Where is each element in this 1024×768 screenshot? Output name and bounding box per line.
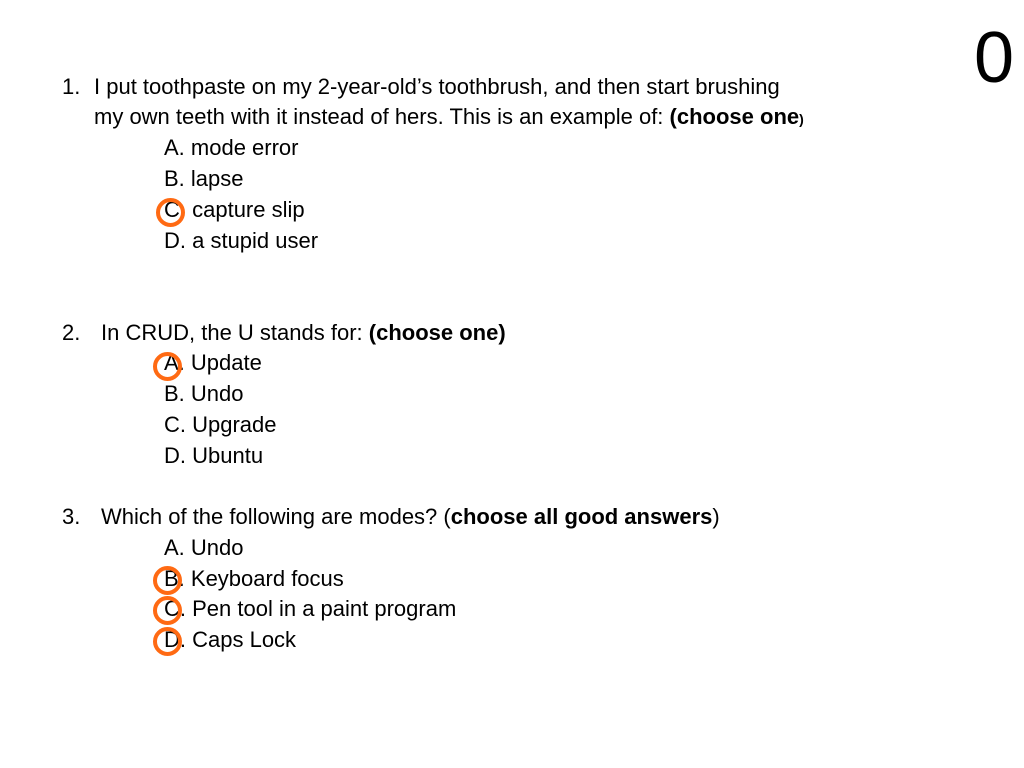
question-2-prompt: In CRUD, the U stands for: [101, 320, 369, 345]
question-1-instruction-end: ) [799, 111, 804, 127]
question-2-text [101, 318, 506, 348]
question-3-instruction: choose all good answers [450, 504, 713, 529]
question-3-prompt: Which of the following are modes? ( [101, 504, 451, 529]
question-1-line-2-text: my own teeth with it instead of hers. This is an example of: [94, 104, 670, 129]
answer-circle-q3-c [153, 596, 182, 625]
question-1-line-1: I put toothpaste on my 2-year-old’s toothbrush, and then start brushing [94, 74, 780, 99]
question-2-instruction: (choose one) [368, 320, 506, 345]
answer-circle-q1-c [156, 198, 185, 227]
question-1-option-b: B. lapse [164, 166, 244, 191]
question-2-option-b: B. Undo [164, 381, 244, 406]
question-1-number: 1. [62, 74, 81, 99]
question-1-instruction: (choose one [669, 104, 800, 129]
question-1-option-d: D. a stupid user [164, 228, 319, 253]
question-2-option-a: A. Update [164, 350, 262, 375]
question-2-option-d: D. Ubuntu [164, 443, 264, 468]
question-3-option-a: A. Undo [164, 535, 244, 560]
question-1-option-a: A. mode error [164, 135, 299, 160]
question-3-option-d: D. Caps Lock [164, 627, 297, 652]
question-1-option-c: C. capture slip [164, 197, 305, 222]
question-1-line-2 [94, 102, 804, 134]
question-3-option-b: B. Keyboard focus [164, 566, 344, 591]
answer-circle-q3-b [153, 566, 182, 595]
slide-number: 0 [973, 18, 1014, 98]
question-2-option-c: C. Upgrade [164, 412, 277, 437]
answer-circle-q2-a [153, 352, 182, 381]
question-3-text [101, 502, 720, 532]
question-3-number: 3. [62, 504, 81, 529]
question-3-option-c: C. Pen tool in a paint program [164, 596, 457, 621]
question-2-number: 2. [62, 320, 81, 345]
question-3-prompt-end: ) [712, 504, 720, 529]
answer-circle-q3-d [153, 627, 182, 656]
